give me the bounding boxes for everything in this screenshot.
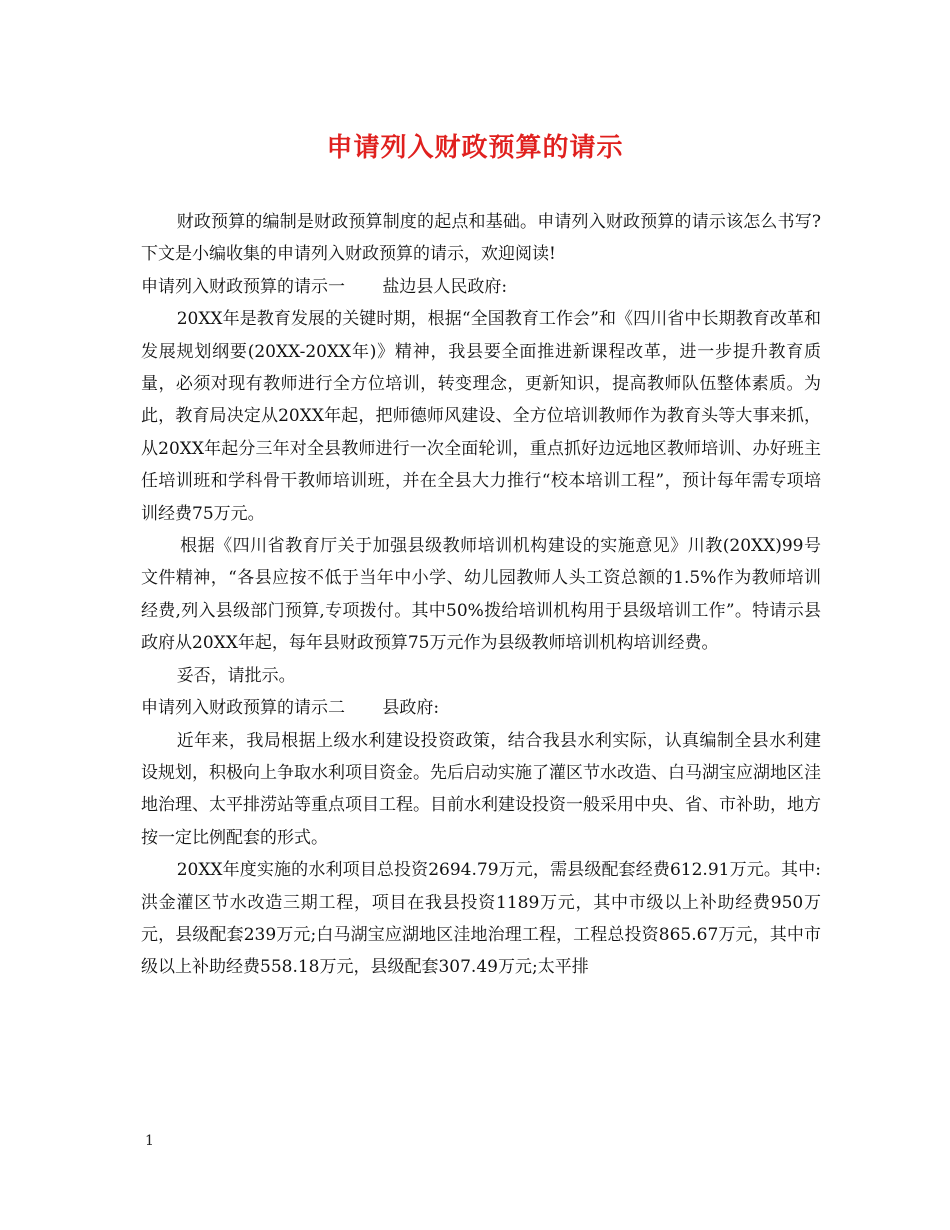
section-1-addressee: 盐边县人民政府: bbox=[382, 276, 508, 297]
section-1-heading-line bbox=[141, 271, 821, 303]
section-1-closing: 妥否，请批示。 bbox=[176, 665, 296, 686]
document-body bbox=[141, 206, 821, 984]
section-1-heading: 申请列入财政预算的请示一 bbox=[141, 276, 345, 297]
document-title: 申请列入财政预算的请示 bbox=[326, 133, 624, 163]
section-1-paragraph-2: 根据《四川省教育厅关于加强县级教师培训机构建设的实施意见》川教(20XX)99号文件精神，“各县应按不低于当年中小学、幼儿园教师人头工资总额的1.5%作为教师培训经费,列入县级部门预算,专项拨付。其中50%拨给培训机构用于县级培训工作”。特请示县政府从20XX年起，每年县财政预算75万元作为县级教师培训机构培训经费。 bbox=[141, 536, 821, 654]
intro-paragraph: 财政预算的编制是财政预算制度的起点和基础。申请列入财政预算的请示该怎么书写?下文是小编收集的申请列入财政预算的请示，欢迎阅读! bbox=[141, 212, 821, 265]
section-2-addressee: 县政府: bbox=[382, 698, 440, 719]
section-2-paragraph-2: 20XX年度实施的水利项目总投资2694.79万元，需县级配套经费612.91万元。其中:洪金灌区节水改造三期工程，项目在我县投资1189万元，其中市级以上补助经费950万元，县级配套239万元;白马湖宝应湖地区洼地治理工程，工程总投资865.67万元，其中市级以上补助经费558.18万元，县级配套307.49万元;太平排 bbox=[141, 860, 821, 978]
section-2-heading: 申请列入财政预算的请示二 bbox=[141, 698, 345, 719]
page-number: 1 bbox=[145, 1133, 154, 1149]
section-1-paragraph-1: 20XX年是教育发展的关键时期，根据“全国教育工作会”和《四川省中长期教育改革和发展规划纲要(20XX-20XX年)》精神，我县要全面推进新课程改革，进一步提升教育质量，必须对现有教师进行全方位培训，转变理念，更新知识，提高教师队伍整体素质。为此，教育局决定从20XX年起，把师德师风建设、全方位培训教师作为教育头等大事来抓，从20XX年起分三年对全县教师进行一次全面轮训，重点抓好边远地区教师培训、办好班主任培训班和学科骨干教师培训班，并在全县大力推行“校本培训工程”，预计每年需专项培训经费75万元。 bbox=[141, 309, 821, 524]
section-2-heading-line bbox=[141, 692, 821, 724]
section-2-paragraph-1: 近年来，我局根据上级水利建设投资政策，结合我县水利实际，认真编制全县水利建设规划，积极向上争取水利项目资金。先后启动实施了灌区节水改造、白马湖宝应湖地区洼地治理、太平排涝站等重点项目工程。目前水利建设投资一般采用中央、省、市补助，地方按一定比例配套的形式。 bbox=[141, 730, 821, 848]
